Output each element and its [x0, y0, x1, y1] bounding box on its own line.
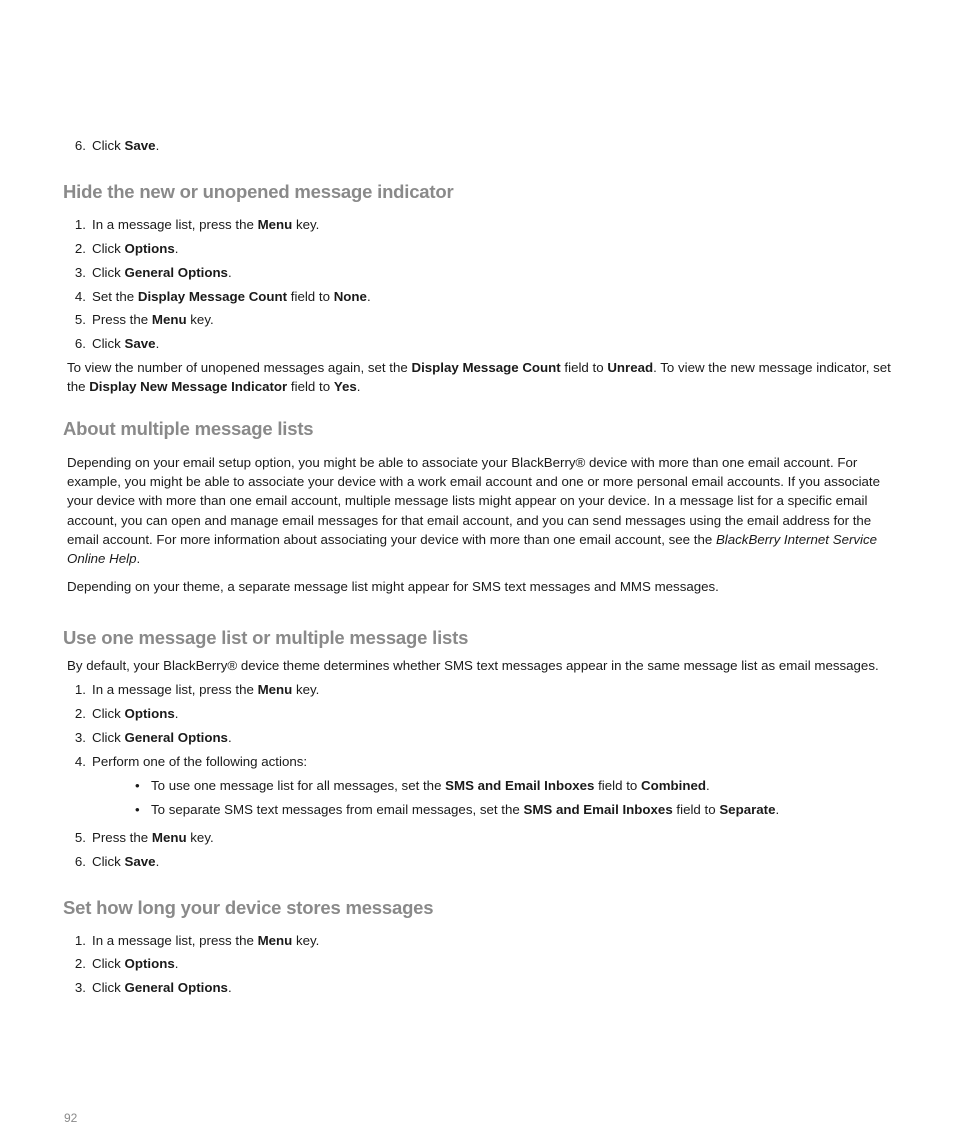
- step-number: 1.: [74, 217, 86, 232]
- step-number: 2.: [74, 956, 86, 971]
- step-text: In a message list, press the Menu key.: [92, 682, 320, 697]
- step-text: Click Save.: [92, 854, 160, 869]
- step-item: [64, 136, 464, 155]
- bullet-icon: •: [135, 802, 140, 817]
- step-number: 3.: [74, 980, 86, 995]
- step-text: Click Options.: [92, 706, 179, 721]
- section-heading: Use one message list or multiple message lists: [63, 627, 469, 648]
- step-item: [64, 239, 564, 258]
- step-number: 5.: [74, 830, 86, 845]
- step-item: [64, 852, 564, 871]
- step-number: 6.: [74, 138, 86, 153]
- step-text: Press the Menu key.: [92, 312, 214, 327]
- page-number: 92: [64, 1111, 78, 1125]
- step-text: Click General Options.: [92, 730, 232, 745]
- section-heading: Set how long your device stores messages: [63, 897, 434, 918]
- step-item: [64, 263, 564, 282]
- section-heading: About multiple message lists: [63, 418, 314, 439]
- step-item: [64, 215, 564, 234]
- note-paragraph: To view the number of unopened messages again, set the Display Message Count field to Unread. To view the new message indicator, set the Display New Message Indicator field to Yes.: [67, 360, 891, 395]
- bullet-icon: •: [135, 778, 140, 793]
- step-number: 1.: [74, 933, 86, 948]
- step-item: [64, 704, 564, 723]
- step-number: 4.: [74, 289, 86, 304]
- step-text: Click Save.: [92, 138, 160, 153]
- step-number: 3.: [74, 730, 86, 745]
- step-text: Click Options.: [92, 956, 179, 971]
- step-text: Click Save.: [92, 336, 160, 351]
- step-text: Press the Menu key.: [92, 830, 214, 845]
- body-paragraph: Depending on your email setup option, you might be able to associate your BlackBerry® device with more than one email account. For example, you might be able to associate your device with a work email account and one or more personal email accounts. If you associate your device with more than one email account, multiple message lists might appear on your device. In a message list for a specific email account, you can open and manage email messages for that email account, and you can send messages using the email address for the email account. For more information about associating your device with more than one email account, see the BlackBerry Internet Service Online Help.: [67, 455, 881, 567]
- bullet-item: [135, 776, 835, 795]
- step-item: [64, 978, 564, 997]
- step-text: Click Options.: [92, 241, 179, 256]
- step-item: [64, 954, 564, 973]
- step-number: 3.: [74, 265, 86, 280]
- step-text: Click General Options.: [92, 265, 232, 280]
- step-number: 1.: [74, 682, 86, 697]
- step-number: 6.: [74, 854, 86, 869]
- step-text: Perform one of the following actions:: [92, 754, 308, 769]
- step-text: In a message list, press the Menu key.: [92, 217, 320, 232]
- step-item: [64, 310, 564, 329]
- step-text: Click General Options.: [92, 980, 232, 995]
- section-heading: Hide the new or unopened message indicator: [63, 181, 454, 202]
- step-number: 2.: [74, 706, 86, 721]
- body-paragraph: Depending on your theme, a separate message list might appear for SMS text messages and MMS messages.: [67, 579, 719, 594]
- bullet-text: To separate SMS text messages from email messages, set the SMS and Email Inboxes field to Separate.: [151, 802, 780, 817]
- step-item: [64, 680, 564, 699]
- step-item: [64, 931, 564, 950]
- step-item: [64, 334, 564, 353]
- step-item: [64, 728, 564, 747]
- step-number: 2.: [74, 241, 86, 256]
- step-item: [64, 752, 564, 771]
- bullet-text: To use one message list for all messages, set the SMS and Email Inboxes field to Combined.: [151, 778, 710, 793]
- step-text: In a message list, press the Menu key.: [92, 933, 320, 948]
- step-number: 5.: [74, 312, 86, 327]
- step-item: [64, 828, 564, 847]
- bullet-item: [135, 800, 855, 819]
- step-item: [64, 287, 664, 306]
- step-number: 4.: [74, 754, 86, 769]
- intro-paragraph: By default, your BlackBerry® device theme determines whether SMS text messages appear in the same message list as email messages.: [67, 658, 879, 673]
- step-text: Set the Display Message Count field to None.: [92, 289, 371, 304]
- step-number: 6.: [74, 336, 86, 351]
